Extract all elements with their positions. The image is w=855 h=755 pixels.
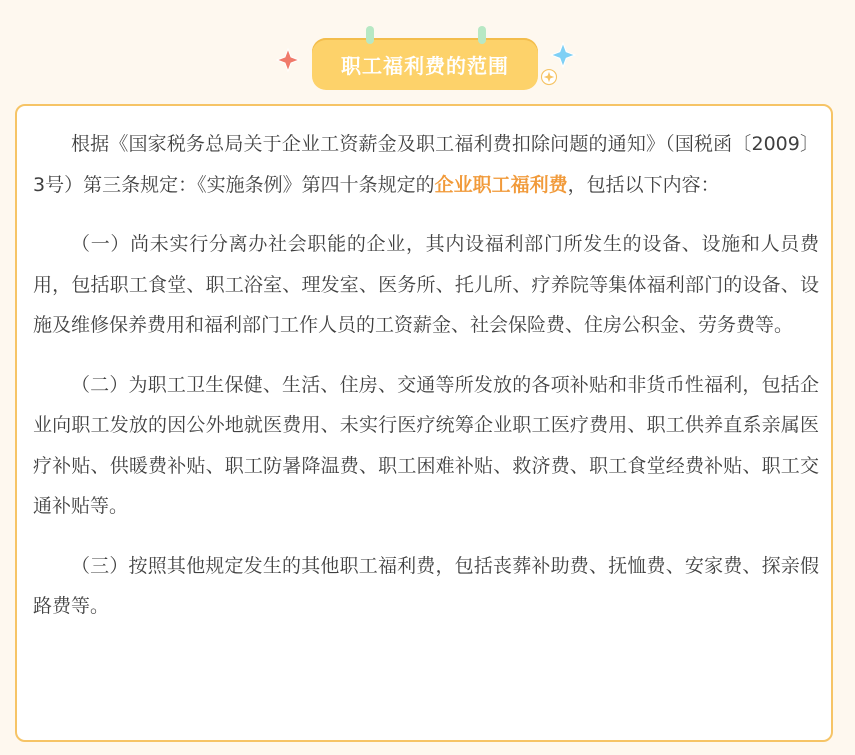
intro-text-end: ，包括以下内容： (567, 173, 720, 196)
paragraph-item-3: （三）按照其他规定发生的其他职工福利费，包括丧葬补助费、抚恤费、安家费、探亲假路费等。 (33, 554, 819, 617)
highlight-term: 企业职工福利费 (434, 173, 568, 196)
section-title: 职工福利费的范围 (341, 53, 509, 78)
tab-pin-right (478, 26, 486, 44)
paragraph-item-1: （一）尚未实行分离办社会职能的企业，其内设福利部门所发生的设备、设施和人员费用，包括职工食堂、职工浴室、理发室、医务所、托儿所、疗养院等集体福利部门的设备、设施及维修保养费用和福利部门工作人员的工资薪金、社会保险费、住房公积金、劳务费等。 (33, 233, 819, 336)
tab-pin-left (366, 26, 374, 44)
intro-text: 根据《国家税务总局关于企业工资薪金及职工福利费扣除问题的通知》（国税函〔2009〕3号）第三条规定：《实施条例》第四十条规定的 (33, 133, 819, 196)
yellow-sparkle-icon (540, 68, 558, 86)
paragraph-intro (33, 124, 819, 205)
section-title-tab (312, 38, 538, 90)
blue-sparkle-icon (550, 42, 576, 68)
article-text (33, 124, 819, 646)
paragraph-item-2: （二）为职工卫生保健、生活、住房、交通等所发放的各项补贴和非货币性福利，包括企业向职工发放的因公外地就医费用、未实行医疗统筹企业职工医疗费用、职工供养直系亲属医疗补贴、供暖费补贴、职工防暑降温费、职工困难补贴、救济费、职工食堂经费补贴、职工交通补贴等。 (33, 373, 819, 517)
content-box (15, 104, 833, 742)
red-sparkle-icon (276, 48, 300, 72)
section-header (0, 0, 855, 100)
